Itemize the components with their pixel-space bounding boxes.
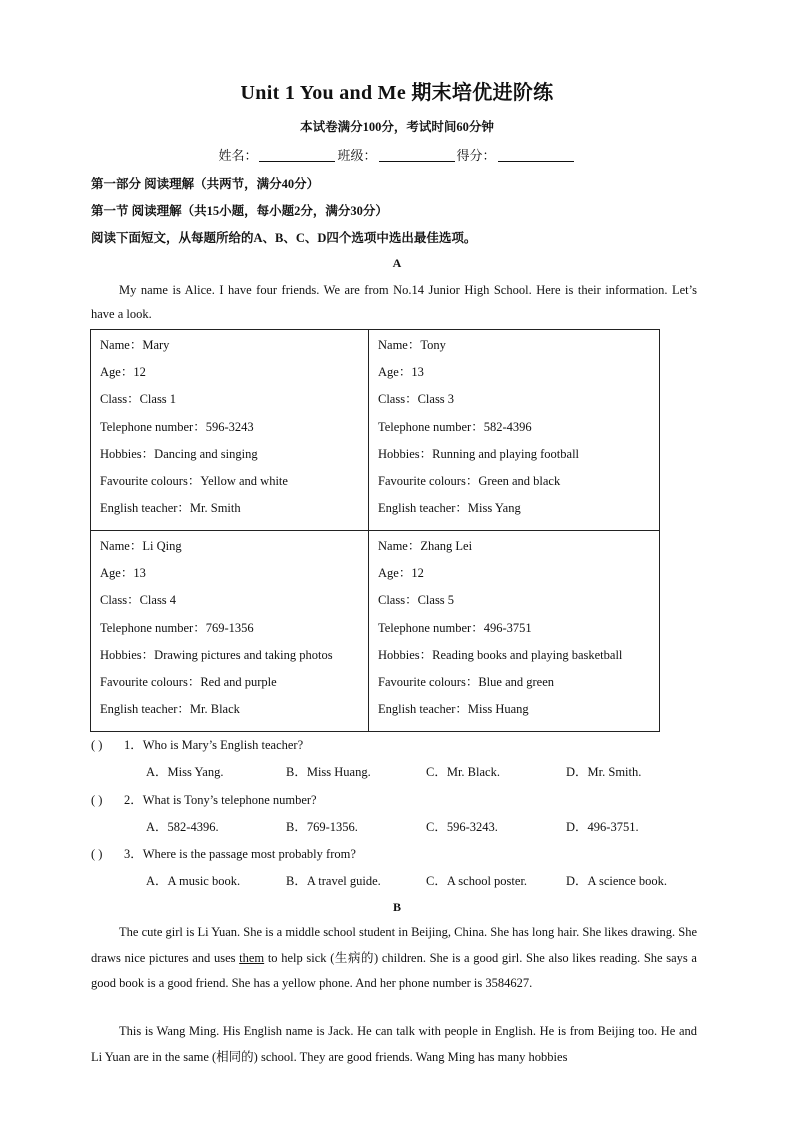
info-line: Telephone number：596-3243	[100, 419, 254, 434]
question-1	[91, 735, 303, 753]
info-line: Favourite colours：Yellow and white	[100, 473, 288, 488]
option-a[interactable]: A．A music book.	[146, 874, 241, 888]
info-line: Class：Class 1	[100, 392, 177, 407]
info-line: Age：13	[378, 365, 424, 380]
passage-b-paragraph-1	[91, 920, 697, 997]
info-line: English teacher：Mr. Smith	[100, 501, 241, 516]
answer-blank[interactable]: ( )	[91, 738, 103, 752]
info-line: Class：Class 3	[378, 392, 455, 407]
passage-label-a: A	[392, 256, 402, 270]
instruction: 阅读下面短文，从每题所给的A、B、C、D四个选项中选出最佳选项。	[91, 231, 477, 245]
score-blank[interactable]	[498, 147, 574, 162]
answer-blank[interactable]: ( )	[91, 793, 103, 807]
info-card-tony	[369, 330, 660, 531]
info-card-mary	[91, 330, 369, 531]
subsection-heading: 第一节 阅读理解（共15小题，每小题2分，满分30分）	[91, 204, 388, 218]
option-b[interactable]: B．Miss Huang.	[286, 765, 371, 779]
option-c[interactable]: C．596-3243.	[426, 820, 498, 834]
info-line: English teacher：Miss Yang	[378, 501, 521, 516]
paragraph-text: The cute girl is Li Yuan. She is a middle school student in Beijing, China. She has long hair. She likes drawing. She draws nice pictures and uses	[91, 925, 697, 965]
score-label: 得分：	[456, 148, 496, 163]
info-line: Hobbies：Drawing pictures and taking photos	[100, 647, 333, 662]
question-text: 2．What is Tony’s telephone number?	[124, 793, 317, 807]
info-card-zhang-lei	[369, 531, 660, 732]
table-row	[91, 531, 660, 732]
option-d[interactable]: D．A science book.	[566, 874, 668, 888]
info-line: Favourite colours：Green and black	[378, 473, 561, 488]
question-2	[91, 790, 317, 808]
section-heading: 第一部分 阅读理解（共两节，满分40分）	[91, 177, 320, 191]
class-label: 班级：	[337, 148, 377, 163]
table-row	[91, 330, 660, 531]
question-text: 1．Who is Mary’s English teacher?	[124, 738, 304, 752]
option-c[interactable]: C．A school poster.	[426, 874, 528, 888]
info-line: Name：Zhang Lei	[378, 539, 473, 553]
passage-b-paragraph-2: This is Wang Ming. His English name is Jack. He can talk with people in English. He is from Beijing too. He and Li Yuan are in the same (相同的) school. They are good friends. Wang Ming has many hobbies	[91, 1024, 697, 1064]
info-line: Class：Class 4	[100, 593, 177, 608]
friends-info-table	[90, 329, 660, 732]
question-3	[91, 844, 356, 862]
info-line: Favourite colours：Blue and green	[378, 674, 554, 689]
info-line: Age：12	[378, 566, 424, 581]
option-c[interactable]: C．Mr. Black.	[426, 765, 500, 779]
option-b[interactable]: B．769-1356.	[286, 820, 358, 834]
info-line: Hobbies：Running and playing football	[378, 446, 580, 461]
page-title: Unit 1 You and Me 期末培优进阶练	[240, 82, 554, 104]
info-line: Hobbies：Reading books and playing basketball	[378, 647, 623, 662]
option-d[interactable]: D．496-3751.	[566, 820, 639, 834]
passage-a-intro: My name is Alice. I have four friends. We are from No.14 Junior High School. Here is their information. Let’s have a look.	[91, 283, 697, 321]
option-b[interactable]: B．A travel guide.	[286, 874, 381, 888]
info-line: Age：13	[100, 566, 146, 581]
option-d[interactable]: D．Mr. Smith.	[566, 765, 642, 779]
info-line: Hobbies：Dancing and singing	[100, 446, 258, 461]
name-label: 姓名：	[218, 148, 258, 163]
question-text: 3．Where is the passage most probably from?	[124, 847, 356, 861]
info-card-li-qing	[91, 531, 369, 732]
underlined-word: them	[239, 950, 265, 965]
info-line: Name：Tony	[378, 338, 446, 352]
option-a[interactable]: A．Miss Yang.	[146, 765, 224, 779]
info-line: Name：Mary	[100, 338, 170, 352]
exam-info: 本试卷满分100分，考试时间60分钟	[300, 120, 494, 134]
info-line: Class：Class 5	[378, 593, 455, 608]
info-line: Age：12	[100, 365, 146, 380]
info-line: Telephone number：582-4396	[378, 419, 532, 434]
info-line: English teacher：Miss Huang	[378, 702, 529, 717]
info-line: English teacher：Mr. Black	[100, 702, 240, 717]
option-a[interactable]: A．582-4396.	[146, 820, 219, 834]
answer-blank[interactable]: ( )	[91, 847, 103, 861]
info-line: Telephone number：769-1356	[100, 620, 254, 635]
paragraph-text: to help sick (生病的) children. She is a good girl. She also likes reading. She says a good book is a good friend. She has a yellow phone. And her phone number is 3584627.	[91, 950, 697, 990]
info-line: Favourite colours：Red and purple	[100, 674, 277, 689]
name-blank[interactable]	[259, 147, 335, 162]
class-blank[interactable]	[379, 147, 455, 162]
passage-label-b: B	[392, 900, 401, 914]
info-line: Name：Li Qing	[100, 539, 182, 553]
info-line: Telephone number：496-3751	[378, 620, 532, 635]
student-info-row	[0, 145, 794, 164]
